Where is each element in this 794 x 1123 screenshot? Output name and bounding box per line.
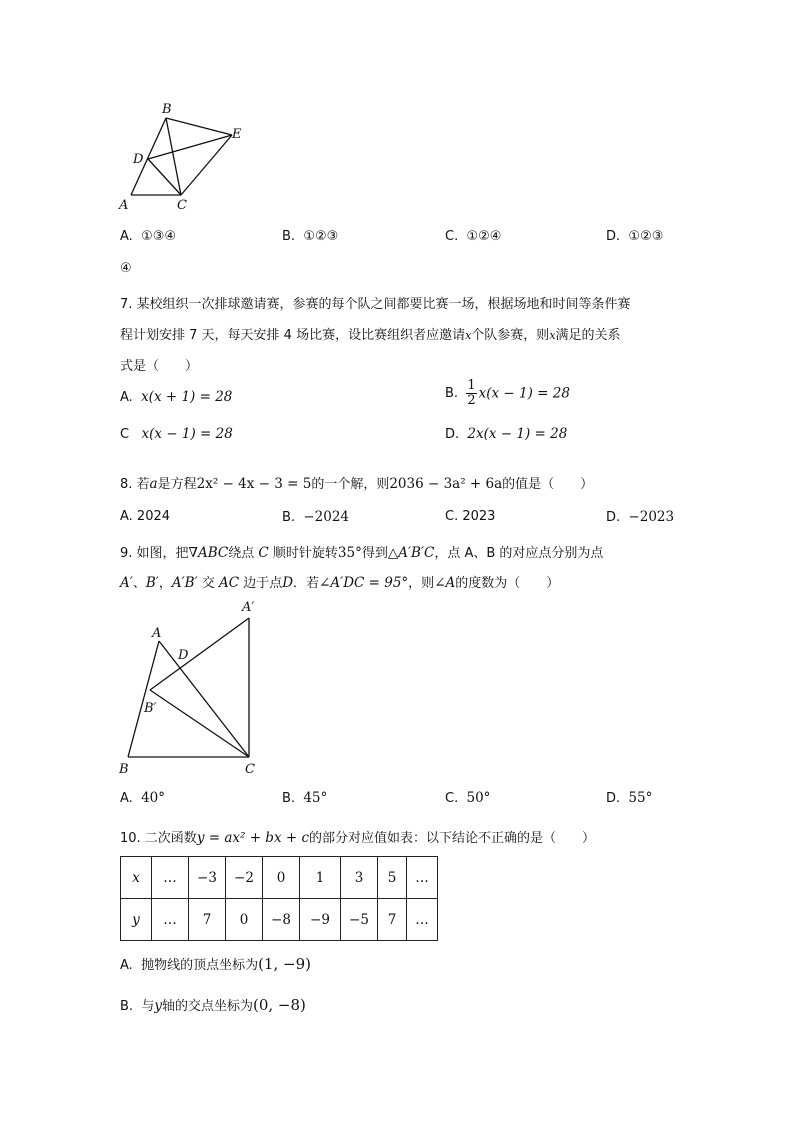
segment-AC [159, 641, 249, 757]
q7-option-c[interactable] [120, 426, 233, 442]
table-cell: 0 [263, 857, 300, 899]
q9-text: ，则 [408, 576, 435, 591]
q8-stem [120, 473, 593, 492]
option-label: B. [445, 386, 459, 401]
q8-option-b[interactable] [282, 509, 349, 525]
var-x: x [549, 329, 556, 342]
option-text: 与 [141, 999, 155, 1014]
expression: 2036 − 3a² + 6a [389, 476, 503, 492]
q9-text: 交 [201, 576, 215, 591]
table-cell: … [407, 899, 438, 941]
table-cell: y [121, 899, 152, 941]
table-cell: … [407, 857, 438, 899]
option-text: 45° [303, 790, 328, 806]
label-D: D [178, 648, 189, 663]
q7-line-1: 7. 某校组织一次排球邀请赛，参赛的每个队之间都要比赛一场，根据场地和时间等条件赛 [120, 297, 631, 312]
q7-option-b[interactable] [445, 379, 570, 408]
q6-option-a[interactable] [120, 229, 176, 244]
segment-AB [128, 641, 159, 757]
q8-text: 的值是（ ） [502, 477, 594, 492]
table-cell: 1 [300, 857, 341, 899]
table-cell: 3 [341, 857, 378, 899]
label-E: E [232, 127, 242, 142]
q7-text: 程计划安排 7 天，每天安排 4 场比赛，设比赛组织者应邀请 [120, 328, 466, 343]
table-cell: … [152, 899, 189, 941]
point-c: C [258, 545, 269, 561]
option-label: B. [282, 229, 296, 244]
segment-BC [166, 118, 181, 195]
q8-option-d[interactable] [606, 509, 674, 525]
point-bp: B′ [145, 575, 159, 591]
table-cell: 0 [226, 899, 263, 941]
option-text: ①②③ [628, 229, 664, 244]
option-text: ①③④ [141, 229, 177, 244]
option-text: ①②④ [466, 229, 502, 244]
q6-option-b[interactable] [282, 229, 338, 244]
option-math: x(x + 1) = 28 [141, 389, 233, 405]
point-d: D [282, 575, 294, 591]
segment-apbp: A′B′ [171, 575, 198, 591]
q9-option-b[interactable] [282, 790, 327, 806]
q9-text: ．若 [293, 576, 320, 591]
triangle-apbpc: △A′B′C [387, 545, 435, 561]
q8-option-c[interactable]: C. 2023 [445, 509, 496, 524]
triangle-abc: ∇ABC [188, 545, 229, 561]
option-label: A. [120, 229, 133, 244]
label-A: A [119, 198, 129, 213]
figure-1 [110, 95, 270, 220]
q8-text: 的一个解，则 [311, 477, 390, 492]
option-label: A. [120, 390, 133, 405]
q6-option-d-wrap: ④ [120, 261, 132, 276]
label-Ap: A′ [242, 600, 255, 615]
table-cell: 5 [378, 857, 407, 899]
option-label: D. [606, 510, 621, 525]
option-text: −2023 [628, 509, 675, 525]
q9-text: 得到 [361, 546, 388, 561]
fraction-half: $\frac{1}{2}$ [467, 378, 476, 408]
value-table [120, 856, 438, 941]
option-math: (1, −9) [258, 955, 311, 973]
q9-text: ， [158, 576, 172, 591]
table-cell: −9 [300, 899, 341, 941]
label-A: A [152, 626, 162, 641]
function-expression: y = ax² + bx + c [196, 830, 310, 846]
option-math: 2x(x − 1) = 28 [467, 426, 568, 442]
segment-BE [166, 118, 232, 135]
segment-EC [181, 135, 232, 195]
q9-option-d[interactable] [606, 790, 652, 806]
angle-condition: ∠A′DC = 95° [319, 575, 409, 591]
equation: 2x² − 4x − 3 = 5 [196, 476, 312, 492]
q9-text: ，点 A、B 的对应点分别为点 [434, 546, 604, 561]
var-y: y [154, 998, 162, 1014]
option-label: D. [606, 229, 621, 244]
label-Bp: B′ [144, 701, 157, 716]
q9-text: 绕点 [228, 546, 255, 561]
q10-stem [120, 827, 595, 846]
q9-text: 9. 如图，把 [120, 546, 189, 561]
option-text: 50° [466, 790, 491, 806]
table-cell: −2 [226, 857, 263, 899]
option-label: D. [445, 427, 460, 442]
q10-option-a[interactable] [120, 954, 311, 973]
angle-a: ∠A [434, 575, 456, 591]
segment-DE [148, 135, 232, 159]
q7-text: 满足的关系 [555, 328, 621, 343]
q9-line-1 [120, 542, 603, 561]
option-label: C. [445, 791, 459, 806]
var-x: x [465, 329, 472, 342]
option-label: B. [120, 999, 134, 1014]
label-C: C [177, 198, 187, 213]
q7-option-d[interactable] [445, 426, 567, 442]
q10-text: 的部分对应值如表：以下结论不正确的是（ ） [309, 831, 596, 846]
option-text: 抛物线的顶点坐标为 [141, 958, 259, 973]
angle-value: 35° [337, 545, 362, 561]
option-label: B. [282, 510, 296, 525]
option-text: 55° [628, 790, 653, 806]
q7-text: 个队参赛，则 [471, 328, 550, 343]
option-label: D. [606, 791, 621, 806]
var-a: a [149, 476, 158, 492]
segment-DC [148, 159, 181, 195]
q9-text: 边于点 [243, 576, 283, 591]
segment-BpC [150, 690, 249, 757]
table-cell: −5 [341, 899, 378, 941]
table-cell: −8 [263, 899, 300, 941]
q8-text: 是方程 [157, 477, 197, 492]
option-math: x(x − 1) = 28 [478, 385, 570, 402]
segment-ApBp [150, 618, 249, 690]
table-row-x [121, 857, 438, 899]
option-label: A. [120, 958, 133, 973]
table-cell: x [121, 857, 152, 899]
table-row-y [121, 899, 438, 941]
option-label: A. [120, 791, 133, 806]
q6-option-c[interactable] [445, 229, 501, 244]
label-D: D [133, 152, 144, 167]
point-ap: A′ [120, 575, 133, 591]
q9-line-2 [120, 572, 559, 591]
q10-option-b[interactable] [120, 995, 306, 1014]
label-B: B [162, 102, 172, 117]
q9-option-a[interactable] [120, 790, 165, 806]
table-cell: −3 [189, 857, 226, 899]
table-cell: 7 [189, 899, 226, 941]
q8-text: 8. 若 [120, 477, 150, 492]
q7-line-3: 式是（ ） [120, 359, 199, 374]
table-cell: … [152, 857, 189, 899]
q9-text: 顺时针旋转 [272, 546, 338, 561]
option-label: B. [282, 791, 296, 806]
figure-2 [110, 595, 280, 780]
segment-ac: AC [218, 575, 240, 591]
option-text: ①②③ [303, 229, 339, 244]
q9-text: 的度数为（ ） [455, 576, 560, 591]
option-label: C [120, 427, 130, 442]
table-cell: 7 [378, 899, 407, 941]
option-math: (0, −8) [253, 996, 306, 1014]
option-math: x(x − 1) = 28 [141, 426, 233, 442]
label-B: B [119, 762, 129, 777]
option-text: 40° [141, 790, 165, 806]
q9-option-c[interactable] [445, 790, 490, 806]
label-C: C [245, 762, 255, 777]
q10-text: 10. 二次函数 [120, 831, 197, 846]
option-text: 轴的交点坐标为 [161, 999, 253, 1014]
q8-option-a[interactable]: A. 2024 [120, 509, 171, 524]
q9-text: 、 [132, 576, 146, 591]
q7-line-2 [120, 324, 621, 343]
option-text: −2024 [303, 509, 349, 525]
option-label: C. [445, 229, 459, 244]
q6-option-d[interactable] [606, 229, 663, 244]
q7-option-a[interactable] [120, 389, 232, 405]
